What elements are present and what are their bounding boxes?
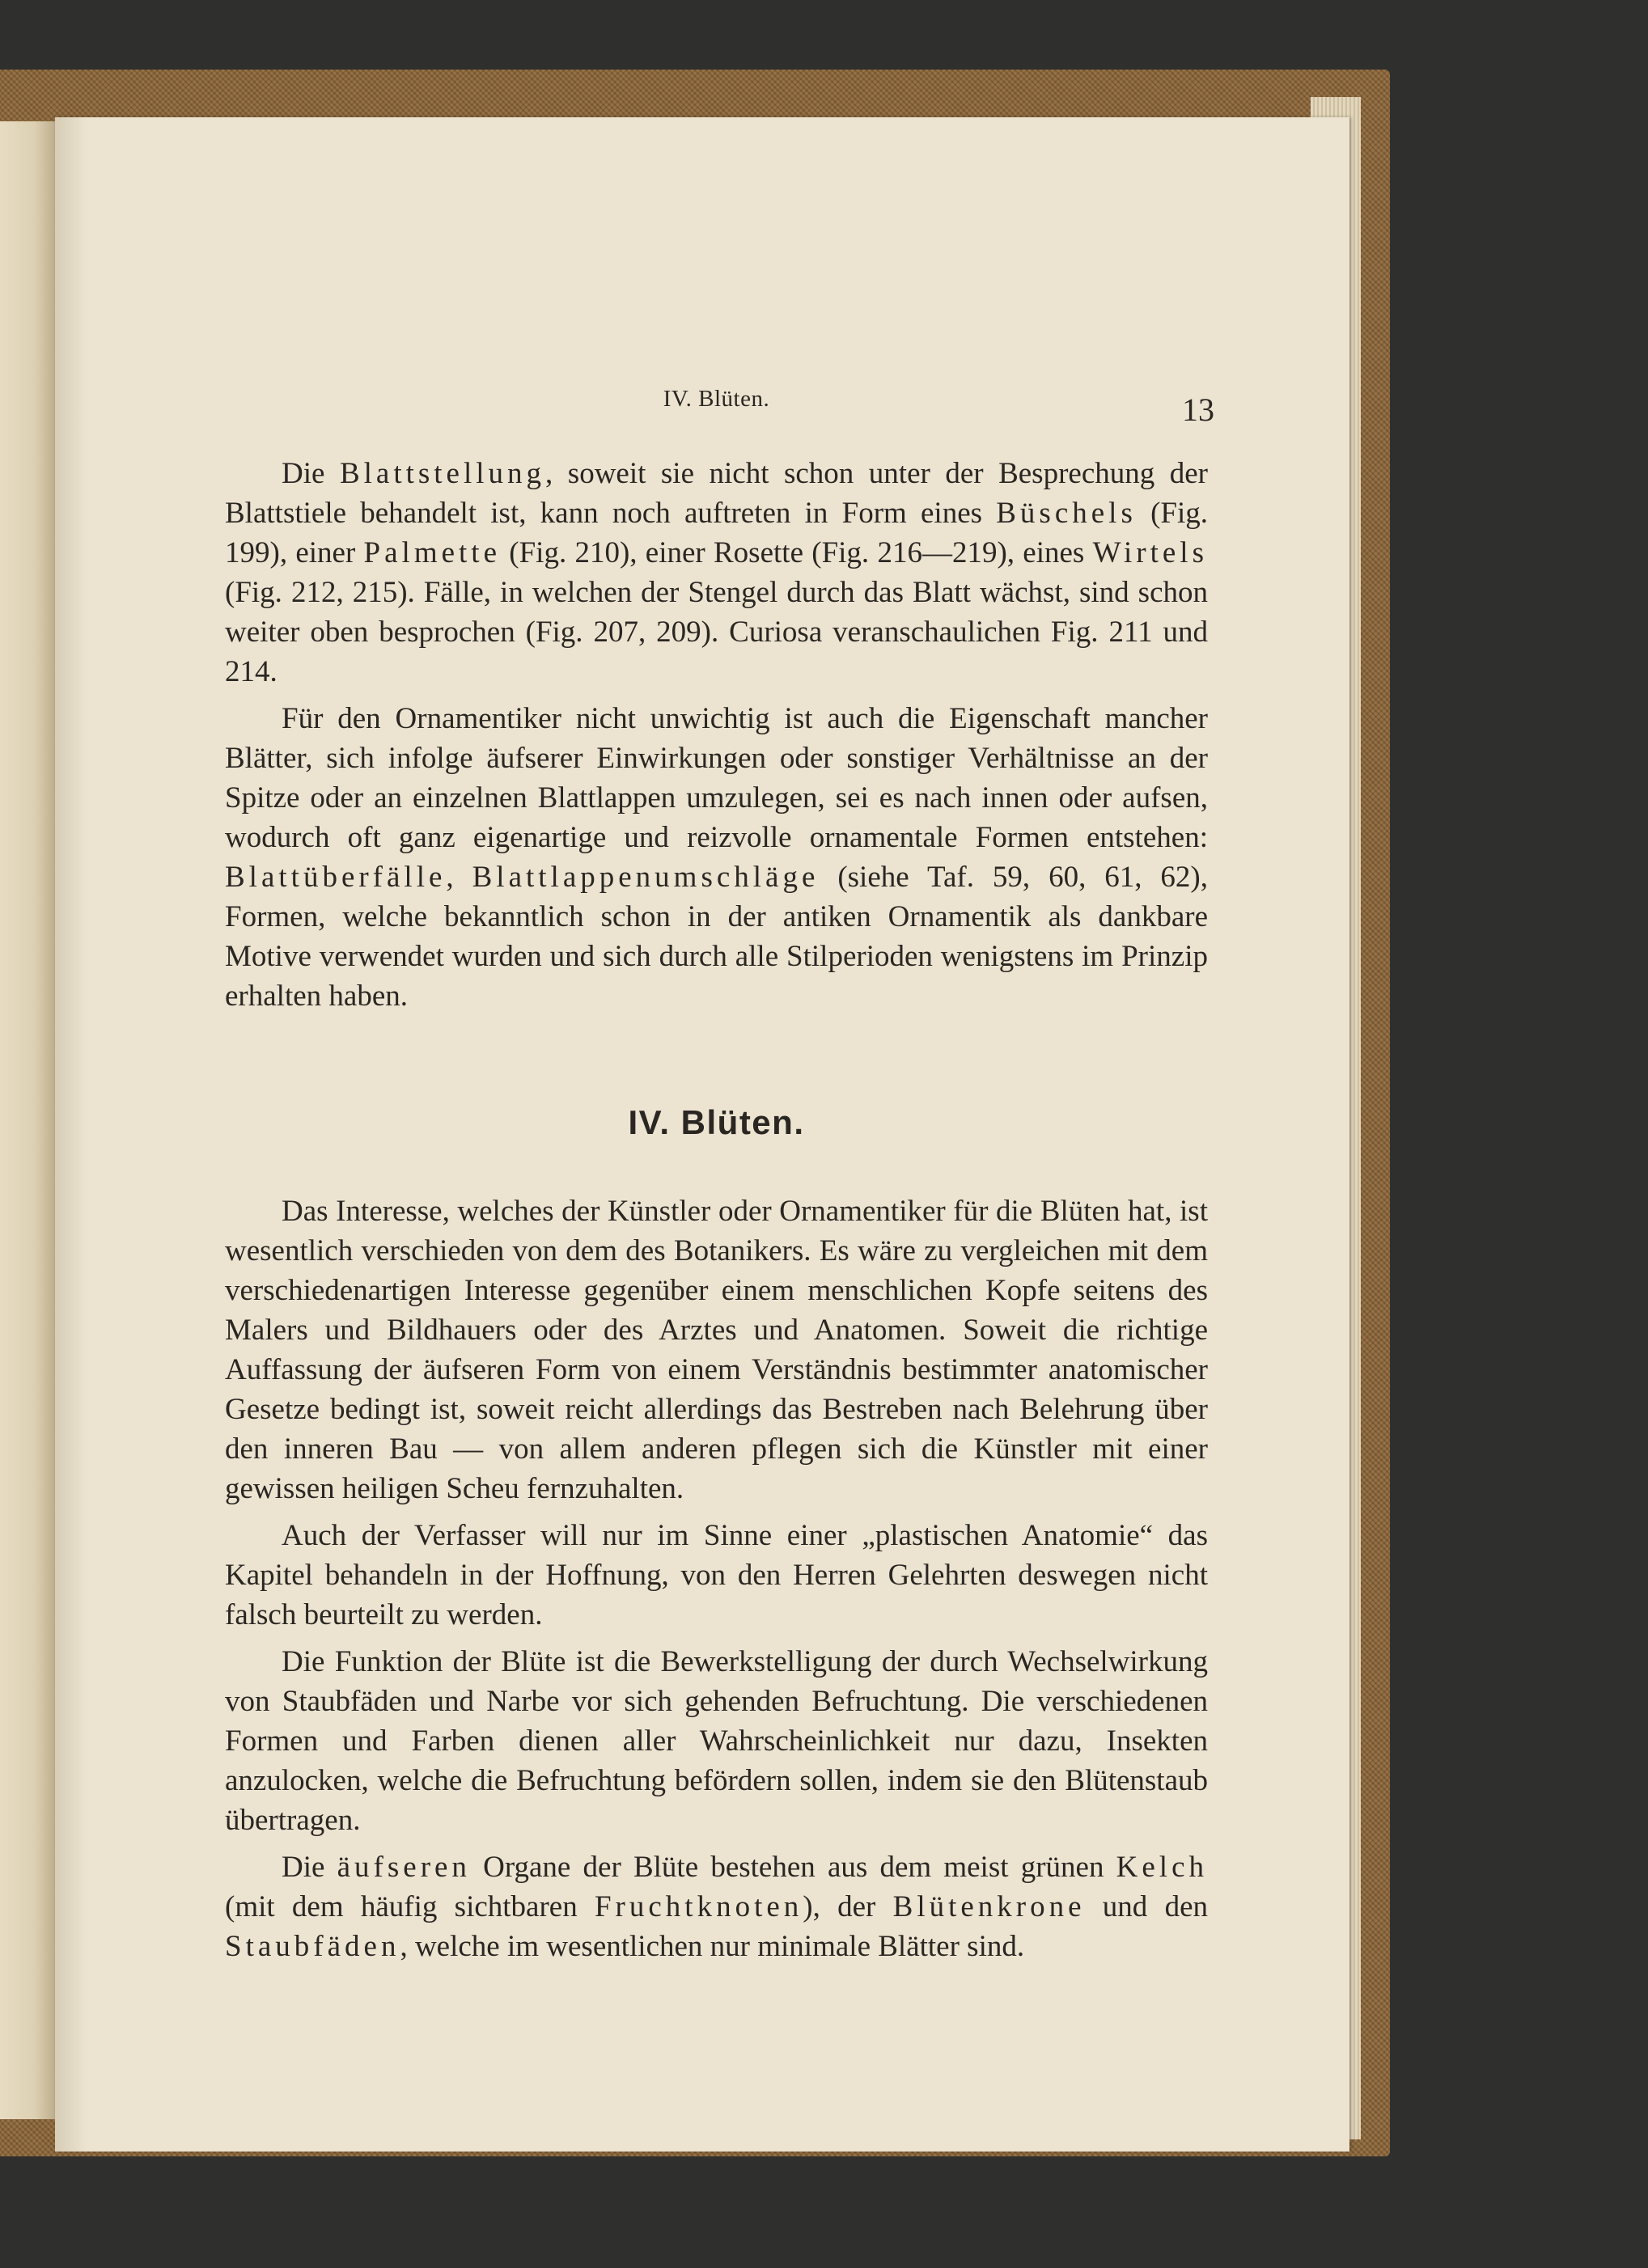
spaced-term: Blattstellung — [339, 457, 546, 490]
paragraph: Das Interesse, welches der Künstler oder Ornamentiker für die Blüten hat, ist wesentlich verschieden von dem des Botanikers. Es wäre zu vergleichen mit dem verschiedenartigen Interesse gegenüber einem menschlichen Kopfe seitens des Malers und Bildhauers oder des Arztes und Anatomen. Soweit die richtige Auffassung der äufseren Form von einem Verständnis bestimmter anatomischer Gesetze bedingt ist, soweit reicht allerdings das Bestreben nach Belehrung über den inneren Bau — von allem anderen pflegen sich die Künstler mit einer gewissen heiligen Scheu fernzuhalten. — [225, 1195, 1208, 1505]
spaced-term: Blattlappenumschläge — [472, 861, 820, 894]
paragraph: Die äufseren Organe der Blüte bestehen aus dem meist grünen Kelch (mit dem häufig sichtbaren Fruchtknoten), der Blütenkrone und den Staubfäden, welche im wesentlichen nur minimale Blätter sind. — [225, 1851, 1208, 1963]
spaced-term: Palmette — [363, 536, 502, 569]
running-head — [225, 384, 1214, 428]
spaced-term: Blattüberfälle — [225, 861, 447, 894]
spaced-term: Büschels — [996, 497, 1137, 530]
spaced-term: Kelch — [1116, 1851, 1208, 1884]
paragraph: Die Blattstellung, soweit sie nicht schon unter der Besprechung der Blattstiele behandelt ist, kann noch auftreten in Form eines Büschels (Fig. 199), einer Palmette (Fig. 210), einer Rosette (Fig. 216—219), eines Wirtels (Fig. 212, 215). Fälle, in welchen der Stengel durch das Blatt wächst, sind schon weiter oben besprochen (Fig. 207, 209). Curiosa veranschaulichen Fig. 211 und 214. — [225, 457, 1208, 688]
body-text — [225, 454, 1208, 1966]
spaced-term: Fruchtknoten — [594, 1890, 803, 1923]
paragraph: Auch der Verfasser will nur im Sinne einer „plastischen Anatomie“ das Kapitel behandeln in der Hoffnung, von den Herren Gelehrten deswegen nicht falsch beurteilt zu werden. — [225, 1519, 1208, 1631]
spaced-term: Staubfäden — [225, 1930, 400, 1963]
section-heading: IV. Blüten. — [628, 1103, 805, 1141]
book-page — [55, 117, 1349, 2152]
running-title: IV. Blüten. — [663, 386, 770, 412]
spaced-term: äufseren — [337, 1851, 471, 1884]
paragraph: Für den Ornamentiker nicht unwichtig ist auch die Eigenschaft mancher Blätter, sich infolge äufserer Einwirkungen oder sonstiger Verhältnisse an der Spitze oder an einzelnen Blattlappen umzulegen, sei es nach innen oder aufsen, wodurch oft ganz eigenartige und reizvolle ornamentale Formen entstehen: Blattüberfälle, Blattlappenumschläge (siehe Taf. 59, 60, 61, 62), Formen, welche bekanntlich schon in der antiken Ornamentik als dankbare Motive verwendet wurden und sich durch alle Stilperioden wenigstens im Prinzip erhalten haben. — [225, 702, 1208, 1013]
facing-page-edge — [0, 121, 58, 2119]
spaced-term: Blütenkrone — [892, 1890, 1086, 1923]
spaced-term: Wirtels — [1092, 536, 1208, 569]
page-number: 13 — [1182, 391, 1214, 428]
paragraph: Die Funktion der Blüte ist die Bewerkstelligung der durch Wechselwirkung von Staubfäden und Narbe vor sich gehenden Befruchtung. Die verschiedenen Formen und Farben dienen aller Wahrscheinlichkeit nur dazu, Insekten anzulocken, welche die Befruchtung befördern sollen, indem sie den Blütenstaub übertragen. — [225, 1645, 1208, 1837]
